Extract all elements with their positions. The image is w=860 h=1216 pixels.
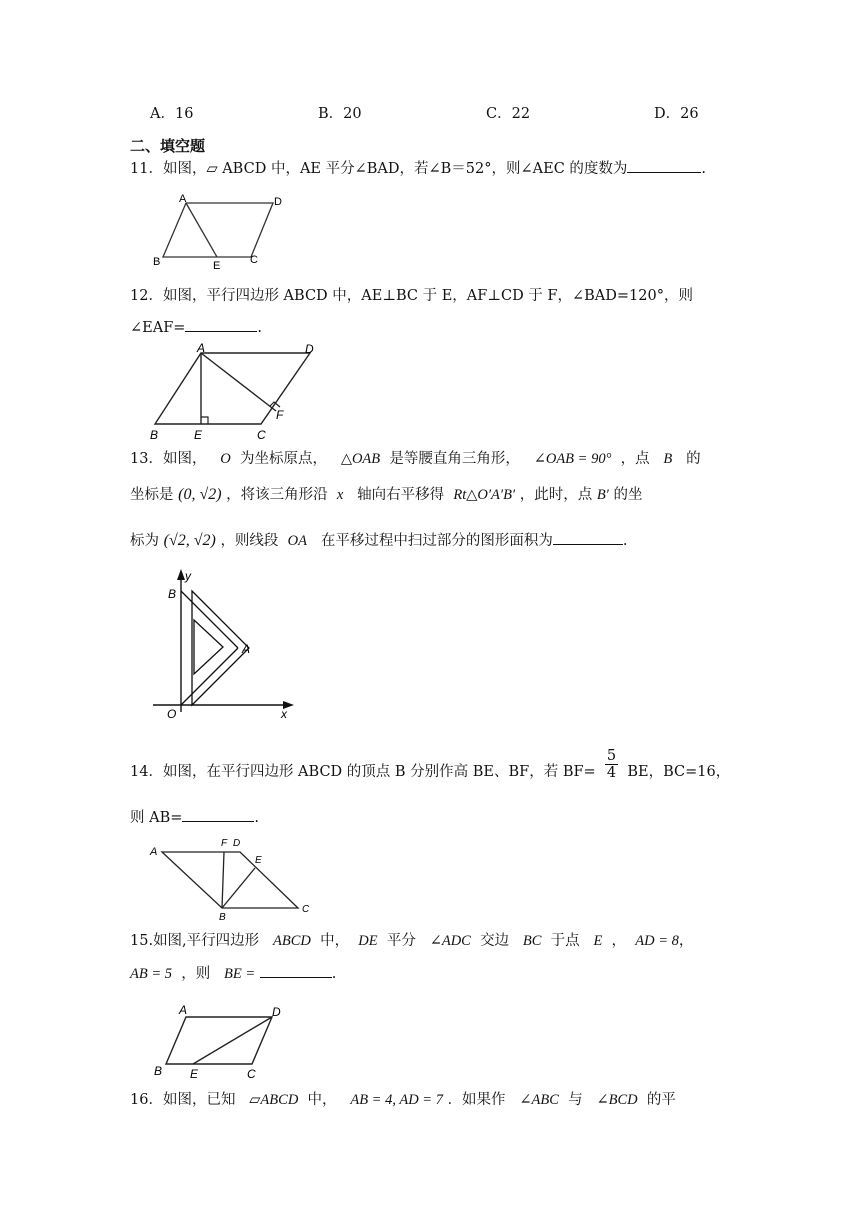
option-b: B．20	[318, 106, 362, 122]
q11-figure	[150, 188, 290, 274]
q13-line1: 13．如图， O 为坐标原点， △OAB 是等腰直角三角形， ∠OAB = 90° ，点 B 的	[130, 451, 701, 467]
q14-label-b: B	[219, 912, 226, 923]
q15-line2: AB = 5 ，则 BE = .	[130, 963, 336, 984]
q13-label-a: A	[242, 642, 251, 656]
q14-line2: 则 AB= .	[130, 807, 259, 828]
q11-text: 11．如图，▱ ABCD 中，AE 平分∠BAD，若∠B＝52°，则∠AEC 的度数为 .	[130, 158, 706, 179]
q14-label-a: A	[150, 846, 158, 858]
q12-label-f: F	[276, 408, 284, 422]
q14-line1: 14．如图，在平行四边形 ABCD 的顶点 B 分别作高 BE、BF，若 BF= $\frac{5}{4}$ BE，BC=16，	[130, 747, 731, 781]
q15-label-e: E	[190, 1067, 199, 1081]
q12-label-b: B	[150, 428, 159, 442]
q16-line1: 16．如图，已知 ▱ABCD 中， AB = 4, AD = 7 ．如果作 ∠ABC 与 ∠BCD 的平	[130, 1092, 676, 1108]
q13-line3: 标为 (√2, √2) ，则线段 OA 在平移过程中扫过部分的图形面积为 .	[130, 532, 628, 549]
q14-figure	[144, 834, 324, 924]
q12-label-e: E	[194, 428, 203, 442]
q13-figure	[148, 566, 308, 726]
q13-label-o: O	[167, 707, 177, 721]
q15-figure	[148, 1000, 298, 1082]
q13-label-y: y	[185, 569, 191, 583]
q11-label-b: B	[153, 256, 161, 268]
q13-line2: 坐标是 (0, √2) ，将该三角形沿 x 轴向右平移得 Rt△O′A′B′ ，此时，点 B′ 的坐	[130, 486, 643, 503]
q15-label-a: A	[179, 1003, 188, 1017]
q12-line1: 12．如图，平行四边形 ABCD 中，AE⊥BC 于 E，AF⊥CD 于 F，∠BAD=120°，则	[130, 288, 693, 304]
q13-label-b: B	[168, 587, 177, 601]
q12-label-c: C	[257, 428, 266, 442]
q11-label-d: D	[274, 196, 282, 208]
q11-label-a: A	[179, 193, 187, 205]
option-d: D．26	[654, 106, 699, 122]
q14-fraction: $\frac{5}{4}$	[606, 747, 617, 781]
q15-label-d: D	[272, 1005, 281, 1019]
q15-line1: 15.如图,平行四边形 ABCD 中， DE 平分 ∠ADC 交边 BC 于点 E ， AD = 8，	[130, 933, 694, 949]
q11-label-e: E	[213, 260, 221, 272]
q15-label-b: B	[154, 1064, 163, 1078]
q12-label-a: A	[197, 343, 206, 355]
option-a: A．16	[150, 106, 194, 122]
q14-label-c: C	[302, 904, 310, 915]
q11-label-c: C	[250, 254, 258, 266]
q12-line2: ∠EAF= .	[130, 317, 262, 338]
section-title: 二、填空题	[130, 137, 206, 155]
q14-label-e: E	[255, 855, 262, 866]
q13-label-x: x	[281, 707, 287, 721]
option-c: C．22	[486, 106, 531, 122]
q14-label-d: D	[233, 838, 241, 849]
q12-label-d: D	[305, 343, 314, 356]
q14-label-f: F	[221, 838, 228, 849]
q12-figure	[144, 343, 324, 443]
q15-label-c: C	[247, 1067, 256, 1081]
